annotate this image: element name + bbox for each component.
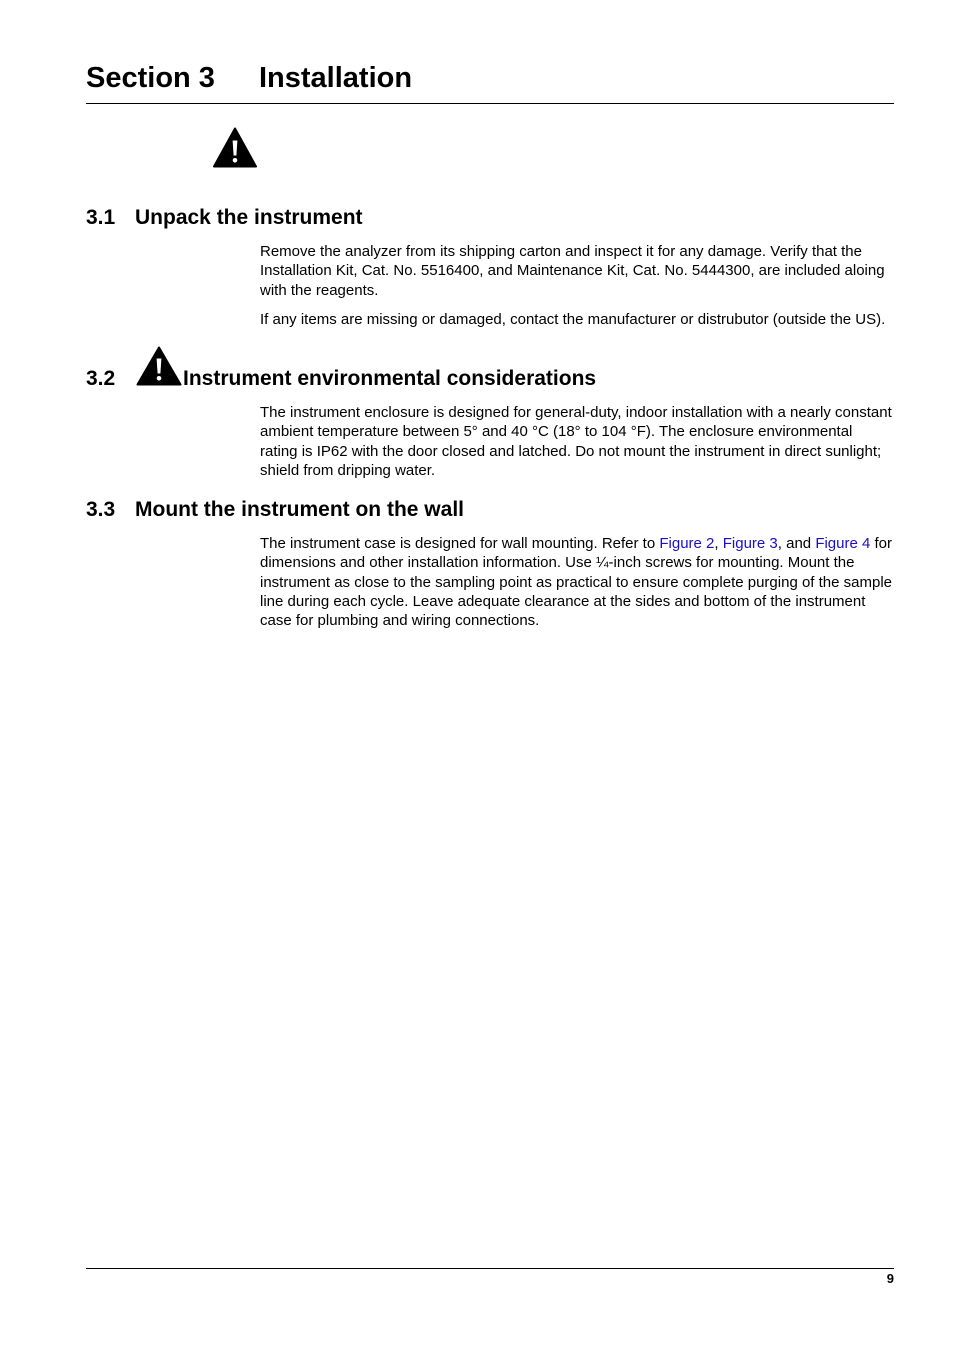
section-3-2-number: 3.2 xyxy=(86,367,116,390)
section-3-2-paragraph-1: The instrument enclosure is designed for general-duty, indoor installation with a nearly constant ambient temperature between 5° and 40 °C (18° to 104 °F). The enclosure environmental rating is IP62 with the door closed and latched. Do not mount the instrument in direct sunlight; shield from dripping water. xyxy=(260,404,892,479)
paragraph-text: , and xyxy=(777,535,816,552)
section-label: Section 3 xyxy=(86,62,215,94)
section-title xyxy=(86,60,412,96)
figure-4-link[interactable]: Figure 4 xyxy=(815,535,871,552)
paragraph-text: for dimensions and other installation information. Use ¼-inch screws for mounting. Mount the instrument as close to the sampling point as practical to ensure complete purging of the sample line during each cycle. Leave adequate clearance at the sides and bottom of the instrument case for plumbing and wiring connections. xyxy=(260,535,893,630)
section-name: Installation xyxy=(259,62,413,94)
section-3-1-paragraph-1: Remove the analyzer from its shipping carton and inspect it for any damage. Verify that the Installation Kit, Cat. No. 5516400, and Maintenance Kit, Cat. No. 5444300, are included aloing with the reagents. xyxy=(260,243,885,299)
section-3-1-title: Unpack the instrument xyxy=(135,206,363,229)
section-3-2-heading xyxy=(86,366,596,392)
section-3-2-title: Instrument environmental considerations xyxy=(183,367,597,390)
figure-2-link[interactable]: Figure 2 xyxy=(659,535,715,552)
figure-3-link[interactable]: Figure 3 xyxy=(722,535,778,552)
page-number: 9 xyxy=(886,1271,894,1286)
paragraph-text: , xyxy=(714,535,723,552)
section-3-3-heading xyxy=(86,497,464,523)
section-3-3-title: Mount the instrument on the wall xyxy=(135,498,464,521)
section-3-1-heading xyxy=(86,205,363,231)
warning-triangle-icon xyxy=(213,127,257,168)
section-3-1-number: 3.1 xyxy=(86,206,116,229)
footer-rule xyxy=(86,1268,894,1269)
section-3-3-paragraph-1 xyxy=(260,534,894,630)
paragraph-text: The instrument case is designed for wall mounting. Refer to xyxy=(260,535,660,552)
section-3-1-paragraph-2: If any items are missing or damaged, contact the manufacturer or distrubutor (outside the US). xyxy=(260,311,886,328)
section-3-3-number: 3.3 xyxy=(86,498,116,521)
header-rule xyxy=(86,103,894,104)
